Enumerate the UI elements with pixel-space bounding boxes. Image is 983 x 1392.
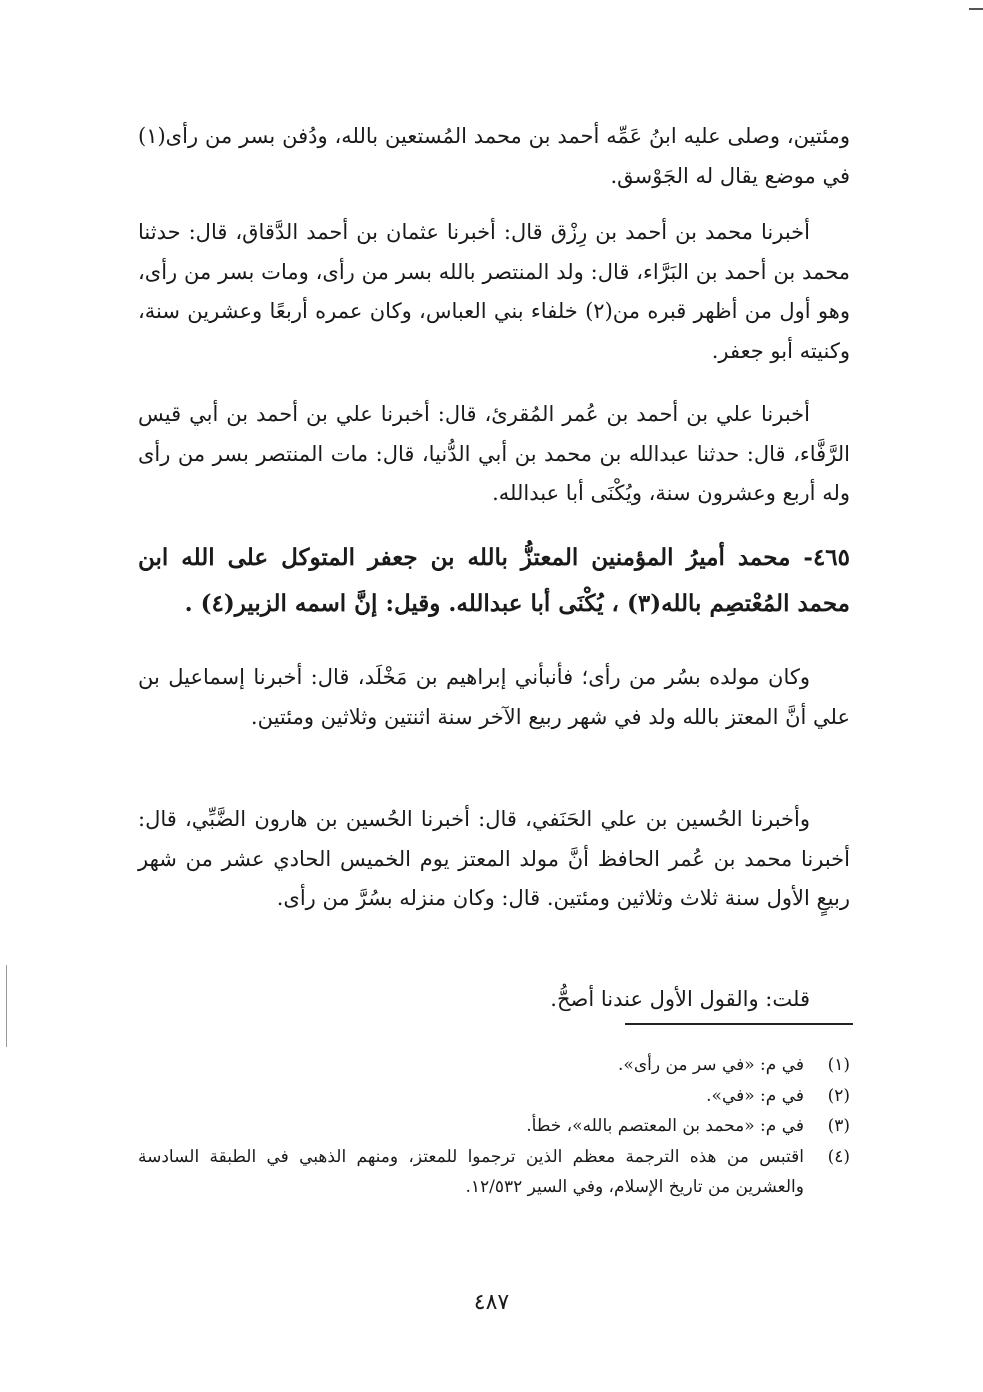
footnote-number: (٣): [827, 1116, 850, 1136]
paragraph-author-comment: [138, 980, 850, 1020]
footnote-text: اقتبس من هذه الترجمة معظم الذين ترجموا للمعتز، ومنهم الذهبي في الطبقة السادسة والعشرين من تاريخ الإسلام، وفي السير ١٢/٥٣٢.: [138, 1146, 804, 1197]
paragraph-text: أخبرنا محمد بن أحمد بن رِزْق قال: أخبرنا عثمان بن أحمد الدَّقاق، قال: حدثنا محمد بن أحمد بن البَرَّاء، قال: ولد المنتصر بالله بسر من رأى، ومات بسر من رأى، وهو أول من أظهر قبره من(٢) خلفاء بني العباس، وكان عمره أربعًا وعشرين سنة، وكنيته أبو جعفر.: [138, 220, 850, 363]
footnote-separator: [625, 1023, 853, 1025]
footnote-number: (٤): [827, 1146, 850, 1167]
paragraph-text: أخبرنا علي بن أحمد بن عُمر المُقرئ، قال: أخبرنا علي بن أحمد بن أبي قيس الرَّفَّاء، قال: حدثنا عبدالله بن محمد بن أبي الدُّنيا، قال: مات المنتصر بسر من رأى وله أربع وعشرون سنة، ويُكْنَى أبا عبدالله.: [138, 402, 850, 505]
paragraph-text: ومئتين، وصلى عليه ابنُ عَمِّه أحمد بن محمد المُستعين بالله، ودُفن بسر من رأى(١) في موضع يقال له الجَوْسق.: [138, 124, 850, 188]
footnote-text: في م: «في».: [706, 1085, 804, 1106]
paragraph-text: وأخبرنا الحُسين بن علي الحَنَفي، قال: أخبرنا الحُسين بن هارون الضَّبِّي، قال: أخبرنا محمد بن عُمر الحافظ أنَّ مولد المعتز يوم الخميس الحادي عشر من شهر ربيعٍ الأول سنة ثلاث وثلاثين ومئتين. قال: وكان منزله بسُرَّ من رأى.: [138, 807, 850, 910]
footnote-number: (١): [827, 1055, 850, 1075]
footnote-item: [138, 1050, 850, 1081]
paragraph-husayn-narration: [138, 800, 850, 919]
biography-heading: [138, 535, 850, 627]
footnotes: [138, 1050, 850, 1203]
heading-text: ٤٦٥- محمد أميرُ المؤمنين المعتزُّ بالله بن جعفر المتوكل على الله ابن محمد المُعْتصِم بالله(٣) ، يُكْنَى أبا عبدالله. وقيل: إنَّ اسمه الزبير(٤) .: [138, 544, 850, 617]
footnote-item: [138, 1142, 850, 1203]
scan-edge-mark: [969, 8, 983, 10]
footnote-number: (٢): [827, 1085, 850, 1106]
paragraph-birth-narration: [138, 658, 850, 737]
paragraph-ibn-rizq-narration: [138, 213, 850, 371]
footnote-item: [138, 1111, 850, 1142]
paragraph-text: وكان مولده بسُر من رأى؛ فأنبأني إبراهيم بن مَخْلَد، قال: أخبرنا إسماعيل بن علي أنَّ المعتز بالله ولد في شهر ربيع الآخر سنة اثنتين وثلاثين ومئتين.: [138, 665, 850, 729]
footnote-item: [138, 1081, 850, 1112]
paragraph-continuation: [138, 117, 850, 196]
footnote-text: في م: «في سر من رأى».: [618, 1055, 804, 1075]
footnote-text: في م: «محمد بن المعتصم بالله»، خطأ.: [526, 1116, 804, 1136]
page-number: ٤٨٧: [473, 1290, 510, 1315]
paragraph-text: قلت: والقول الأول عندنا أصحُّ.: [550, 987, 810, 1011]
scan-margin-line: [6, 965, 7, 1047]
paragraph-muqri-narration: [138, 395, 850, 514]
